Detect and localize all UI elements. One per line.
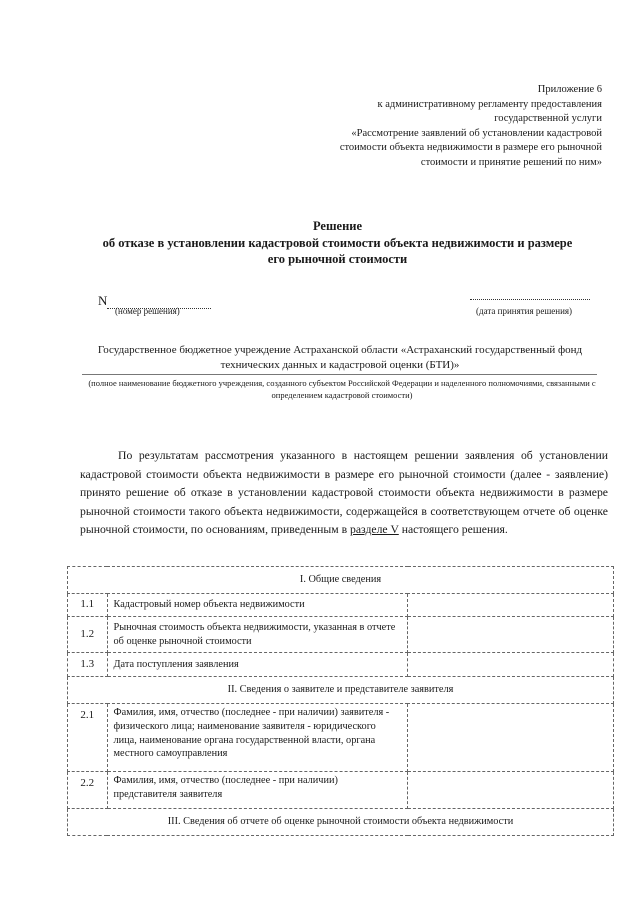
table-row <box>68 704 614 772</box>
section-row <box>68 567 614 594</box>
paragraph-text-start: По результатам рассмотрения указанного в настоящем решении заявления об установлении кадастровой стоимости объекта недвижимости в размере его рыночной стоимости (далее - заявление) принято решение об отказе в установлении кадастровой стоимости объекта недвижимости в размере рыночной стоимости такого объекта недвижимости, содержащейся в соответствующем отчете об оценке рыночной стоимости, по основаниям, приведенным в <box>80 449 608 537</box>
institution-divider <box>82 374 597 375</box>
row-label: Фамилия, имя, отчество (последнее - при наличии) заявителя - физического лица; наименование заявителя - юридического лица, наименование органа государственной власти, органа местного самоуправления <box>107 704 408 772</box>
row-value <box>408 653 614 677</box>
table-row <box>68 617 614 653</box>
row-number: 2.2 <box>68 772 108 809</box>
appendix-line: «Рассмотрение заявлений об установлении кадастровой <box>351 127 602 139</box>
section-row <box>68 809 614 836</box>
row-number: 2.1 <box>68 704 108 772</box>
section-heading-applicant: II. Сведения о заявителе и представителе заявителя <box>68 677 614 704</box>
section-heading-general: I. Общие сведения <box>68 567 614 594</box>
row-label: Кадастровый номер объекта недвижимости <box>107 594 408 617</box>
appendix-line: государственной услуги <box>494 113 602 125</box>
table-row <box>68 594 614 617</box>
table-row <box>68 653 614 677</box>
number-caption: (номер решения) <box>115 306 180 316</box>
title-line-2: об отказе в установлении кадастровой стоимости объекта недвижимости и размере <box>102 235 573 250</box>
appendix-line: к административному регламенту предоставления <box>377 98 602 110</box>
row-label: Дата поступления заявления <box>107 653 408 677</box>
title-line-3: его рыночной стоимости <box>267 252 408 266</box>
row-value <box>408 594 614 617</box>
info-table <box>67 566 614 836</box>
paragraph-text-end: настоящего решения. <box>398 523 508 537</box>
institution-name: Государственное бюджетное учреждение Астраханской области «Астраханский государственный фонд технических данных и кадастровой оценки (БТИ)» <box>97 344 583 371</box>
row-label: Рыночная стоимость объекта недвижимости, указанная в отчете об оценке рыночной стоимости <box>107 617 408 653</box>
row-value <box>408 617 614 653</box>
section-heading-report: III. Сведения об отчете об оценке рыночной стоимости объекта недвижимости <box>68 809 614 836</box>
date-caption: (дата принятия решения) <box>476 306 573 316</box>
row-label: Фамилия, имя, отчество (последнее - при наличии) представителя заявителя <box>107 772 408 809</box>
section-v-reference: разделе V <box>350 523 399 537</box>
appendix-line: стоимости объекта недвижимости в размере его рыночной <box>339 142 602 154</box>
title-line-1: Решение <box>312 219 363 233</box>
row-number: 1.2 <box>68 617 108 653</box>
section-row <box>68 677 614 704</box>
appendix-header <box>302 83 602 171</box>
row-number: 1.3 <box>68 653 108 677</box>
row-value <box>408 772 614 809</box>
number-prefix: N <box>98 293 108 308</box>
appendix-line: Приложение 6 <box>537 84 602 95</box>
decision-paragraph <box>80 447 608 540</box>
appendix-line: стоимости и принятие решений по ним» <box>420 156 602 168</box>
date-blank-line <box>470 299 590 300</box>
table-row <box>68 772 614 809</box>
institution-caption: (полное наименование бюджетного учреждения, созданного субъектом Российской Федерации и наделенного полномочиями, связанными с определением кадастровой стоимости) <box>88 378 596 400</box>
row-number: 1.1 <box>68 594 108 617</box>
document-title <box>60 218 615 268</box>
row-value <box>408 704 614 772</box>
